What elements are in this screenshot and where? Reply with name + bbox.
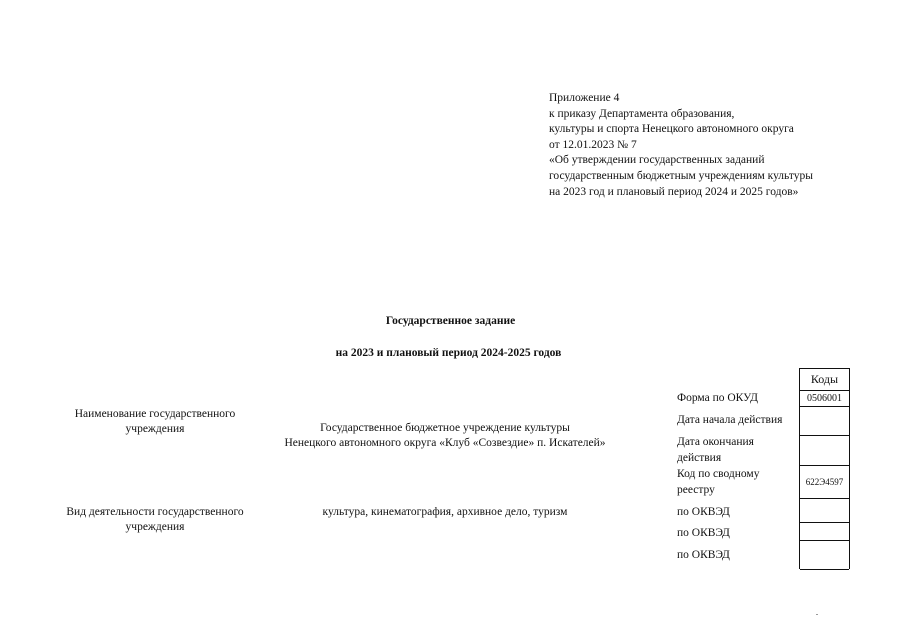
registry-code-label (677, 466, 759, 498)
codes-header: Коды (800, 369, 849, 391)
start-date-cell (800, 407, 849, 436)
appendix-line: от 12.01.2023 № 7 (549, 138, 637, 151)
institution-label-line1: Наименование государственного (74, 408, 236, 420)
appendix-line: культуры и спорта Ненецкого автономного округа (549, 123, 794, 136)
institution-label (45, 407, 265, 437)
okud-code-cell: 0506001 (800, 391, 849, 407)
appendix-line: на 2023 год и плановый период 2024 и 2025 годов» (549, 185, 799, 198)
institution-name-line2: Ненецкого автономного округа «Клуб «Созвездие» п. Искателей» (284, 437, 606, 449)
document-subtitle: на 2023 и плановый период 2024-2025 годов (335, 347, 562, 359)
activity-label (45, 505, 265, 535)
end-date-label-line2: действия (677, 452, 722, 464)
activity-label-line1: Вид деятельности государственного (66, 506, 244, 518)
okved-code-cell (800, 541, 849, 570)
okved-label: по ОКВЭД (677, 527, 730, 539)
okved-label: по ОКВЭД (677, 549, 730, 561)
okved-label: по ОКВЭД (677, 506, 730, 518)
end-date-label-line1: Дата окончания (677, 436, 754, 448)
okved-code-cell (800, 523, 849, 541)
institution-label-line2: учреждения (125, 423, 185, 435)
okud-label: Форма по ОКУД (677, 392, 758, 404)
registry-code-label-line1: Код по сводному (677, 468, 760, 480)
activity-label-line2: учреждения (125, 521, 185, 533)
end-date-cell (800, 436, 849, 466)
registry-code-cell: 622Э4597 (800, 466, 849, 499)
scan-artifact (816, 614, 818, 615)
registry-code-label-line2: реестру (677, 484, 715, 496)
activity-value: культура, кинематография, архивное дело, туризм (322, 506, 568, 518)
appendix-line: «Об утверждении государственных заданий (549, 154, 765, 167)
institution-name-line1: Государственное бюджетное учреждение культуры (320, 422, 570, 434)
appendix-line: Приложение 4 (549, 92, 620, 104)
appendix-line: государственным бюджетным учреждениям культуры (549, 169, 813, 182)
document-title: Государственное задание (385, 315, 516, 327)
end-date-label (677, 434, 754, 466)
institution-name (260, 421, 630, 451)
appendix-block (549, 91, 813, 200)
okved-code-cell (800, 499, 849, 523)
start-date-label: Дата начала действия (677, 414, 783, 426)
appendix-line: к приказу Департамента образования, (549, 107, 735, 120)
codes-table (799, 368, 850, 569)
